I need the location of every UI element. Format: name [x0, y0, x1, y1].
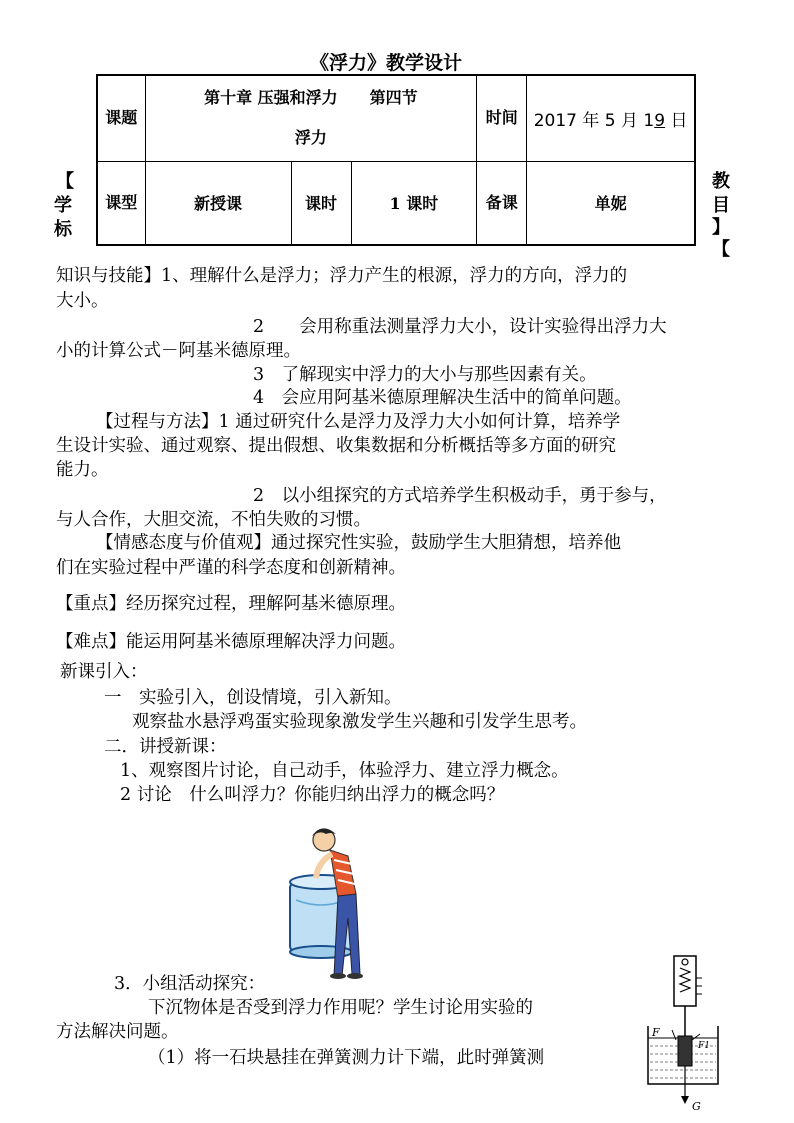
line-8: 生设计实验、通过观察、提出假想、收集数据和分析概括等多方面的研究	[56, 436, 616, 456]
left-bracket: 【	[56, 171, 74, 192]
topic-cell	[145, 75, 477, 161]
hours-value: 1 课时	[351, 161, 477, 245]
group-activity-question: 下沉物体是否受到浮力作用呢？学生讨论用实验的	[148, 998, 533, 1018]
document-title: 《浮力》教学设计	[310, 52, 463, 74]
date-cell	[527, 75, 695, 161]
right-open-bracket: 【	[712, 239, 730, 260]
type-value: 新授课	[145, 161, 291, 245]
difficulty-line: 【难点】能运用阿基米德原理解决浮力问题。	[56, 632, 406, 652]
line-1: 知识与技能】1、理解什么是浮力；浮力产生的根源，浮力的方向，浮力的	[56, 266, 628, 286]
prep-value: 单妮	[527, 161, 695, 245]
key-point-line: 【重点】经历探究过程，理解阿基米德原理。	[56, 594, 406, 614]
intro-heading: 新课引入：	[60, 662, 148, 682]
intro-item-1-detail: 观察盐水悬浮鸡蛋实验现象激发学生兴趣和引发学生思考。	[132, 712, 587, 732]
new-lesson-item-2: 2 讨论 什么叫浮力？你能归纳出浮力的概念吗？	[120, 785, 505, 805]
line-4: 小的计算公式－阿基米德原理。	[56, 341, 301, 361]
topic-line-2: 浮力	[294, 128, 327, 148]
line-7: 【过程与方法】1 通过研究什么是浮力及浮力大小如何计算，培养学	[96, 412, 621, 432]
line-3: 2 会用称重法测量浮力大小，设计实验得出浮力大	[253, 317, 667, 337]
new-lesson-item-1: 1、观察图片讨论，自己动手，体验浮力、建立浮力概念。	[120, 761, 569, 781]
date-prefix: 2017 年 5 月 1	[533, 110, 655, 131]
line-5: 3 了解现实中浮力的大小与那些因素有关。	[253, 365, 597, 385]
group-activity-heading: 3．小组活动探究：	[114, 974, 266, 994]
gravity-g-label: G	[692, 1100, 701, 1113]
new-lesson-heading: 二．讲授新课：	[104, 737, 227, 757]
force-f-label: F	[652, 1026, 660, 1039]
boy-with-water-tank-illustration	[282, 822, 382, 980]
right-side-label: 教目	[712, 171, 730, 216]
group-activity-question-cont: 方法解决问题。	[56, 1022, 179, 1042]
group-activity-step-1: （1）将一石块悬挂在弹簧测力计下端，此时弹簧测	[148, 1048, 545, 1068]
lesson-info-table	[96, 74, 696, 246]
line-6: 4 会应用阿基米德原理解决生活中的简单问题。	[253, 388, 632, 408]
spring-scale-beaker-diagram	[642, 954, 726, 1114]
line-12: 【情感态度与价值观】通过探究性实验，鼓励学生大胆猜想，培养他	[96, 533, 621, 553]
topic-line-1: 第十章 压强和浮力 第四节	[204, 88, 418, 108]
intro-item-1: 一 实验引入，创设情境，引入新知。	[104, 688, 402, 708]
left-side-label: 学标	[54, 195, 72, 240]
type-label: 课型	[97, 161, 145, 245]
prep-label: 备课	[477, 161, 527, 245]
topic-label: 课题	[97, 75, 145, 161]
line-2: 大小。	[56, 291, 109, 311]
date-underlined-digit: 9	[654, 110, 666, 131]
line-13: 们在实验过程中严谨的科学态度和创新精神。	[56, 558, 406, 578]
date-suffix: 日	[665, 110, 688, 131]
time-label: 时间	[477, 75, 527, 161]
line-11: 与人合作，大胆交流，不怕失败的习惯。	[56, 510, 371, 530]
line-10: 2 以小组探究的方式培养学生积极动手，勇于参与，	[253, 486, 667, 506]
hours-label: 课时	[291, 161, 351, 245]
line-9: 能力。	[56, 460, 109, 480]
force-f1-label: F1	[698, 1041, 710, 1051]
right-close-bracket: 】	[712, 217, 730, 238]
